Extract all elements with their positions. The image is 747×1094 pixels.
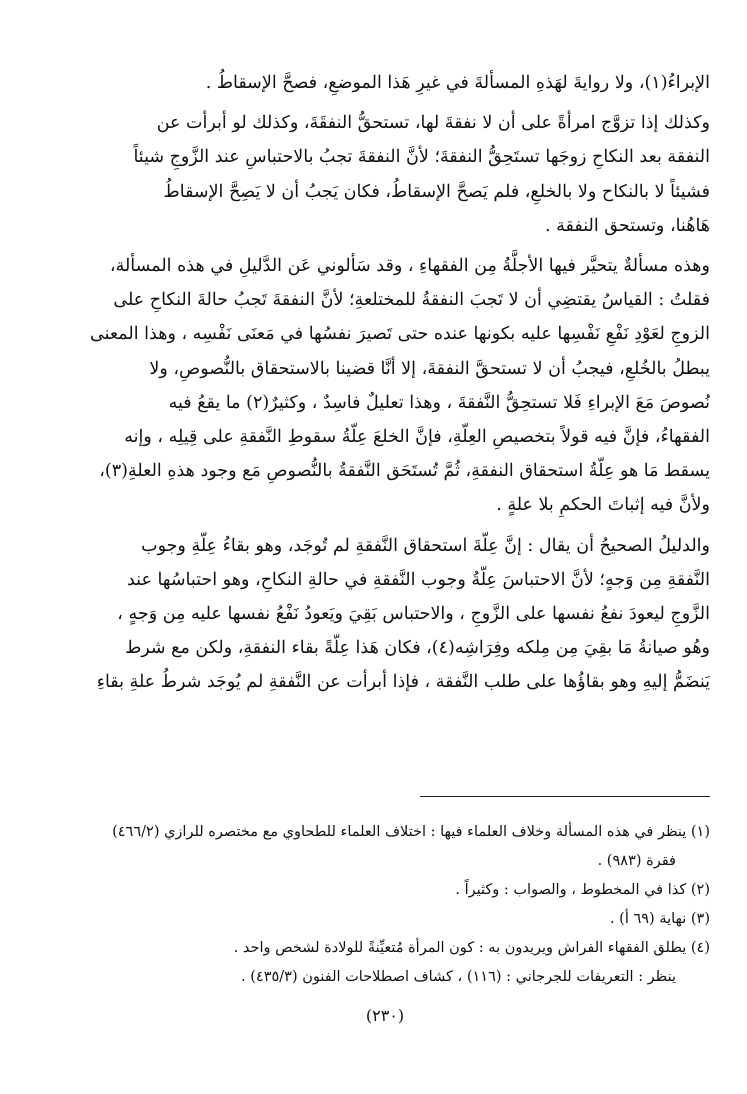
text-line: وهُو صيانةُ مَا بقِيَ مِن مِلكه وفِرَاشِه(٤)، فكان هَذا عِلّةً بقاء النفقةِ، ولكن مع شرط — [125, 638, 710, 659]
footnote-1: (١) ينظر في هذه المسألة وخلاف العلماء فيها : اختلاف العلماء للطحاوي مع مختصره للرازي (٤٦٦/٢) — [112, 824, 710, 840]
footnotes — [60, 818, 710, 992]
text-line: الفقهاءُ، فإنَّ فيه قولاً بتخصيصِ العِلّةِ، فإنَّ الخلعَ عِلّةُ سقوطِ النَّفقةِ على قِيلِه ، وإنه — [124, 427, 710, 448]
text-line: النفقة بعد النكاحِ زوجَها تستَحِقُّ النفقةَ؛ لأنَّ النفقةَ تجبُ بالاحتباسِ عند الزَّوجِ شيئاً — [133, 147, 710, 168]
footnote-3: (٣) نهاية (٦٩ أ) . — [609, 911, 710, 927]
text-line: الإبراءُ(١)، ولا روايةَ لهَذهِ المسألةَ في غيرِ هَذا الموضعِ، فصحَّ الإسقاطُ . — [205, 73, 710, 93]
text-line: الزوجِ لعَوْدِ نَفْعِ نَفْسِها عليه بكونها عنده حتى تَصيرَ نفسُها في مَعنَى نَفْسِه ، وهذا المعنى — [90, 324, 710, 345]
footnote-1-continuation: فقرة (٩٨٣) . — [597, 853, 676, 869]
text-line: والدليلُ الصحيحُ أن يقال : إنَّ عِلّةَ استحقاق النَّفقةِ لم تُوجَد، وهو بقاءُ عِلّةِ وجوب — [141, 535, 710, 556]
text-line: الزَّوجِ ليعودَ نفعُ نفسها على الزَّوجِ ، والاحتباس بَقِيَ ويَعودُ نَفْعُ نفسها عليه مِن وَجهٍ ، — [117, 604, 710, 625]
text-line: وهذه مسألةٌ يتحيَّر فيها الأجلَّةُ مِن الفقهاءِ ، وقد سَألوني عَن الدَّليلِ في هذه المسألة، — [109, 256, 710, 277]
footnote-2: (٢) كذا في المخطوط ، والصواب : وكثيراً . — [455, 882, 710, 898]
document-page — [60, 66, 710, 1066]
text-line: نُصوصَ مَعَ الإبراءِ فَلا تستحِقُّ النَّفقةَ ، وهذا تعليلٌ فاسِدٌ ، وكثيرٌ(٢) ما يقعُ فيه — [168, 392, 710, 413]
footnote-divider — [420, 796, 710, 797]
footnote-4: (٤) يطلق الفقهاء الفراش ويريدون به : كون المرأة مُتعيِّنةً للولادة لشخص واحد . — [233, 940, 710, 956]
text-line: النَّفقةِ مِن وَجهٍ؛ لأنَّ الاحتباسَ عِلّةُ وجوب النَّفقةِ في حالةِ النكاحِ، وهو احتباسُها عند — [127, 569, 710, 590]
footnote-4-continuation: ينظر : التعريفات للجرجاني : (١١٦) ، كشاف اصطلاحات الفنون (٤٣٥/٣) . — [241, 969, 676, 985]
text-line: وكذلك إذا تزوَّج امرأةً على أن لا نفقةَ لها، تستحقُّ النفقَةَ، وكذلك لو أبرأت عن — [156, 113, 710, 134]
text-line: يسقط مَا هو عِلّةُ استحقاق النفقةِ، ثُمَّ تُستَحَق النَّفقةُ بالنُّصوصِ مَع وجود هذهِ العلةِ(٣)، — [99, 461, 710, 482]
text-line: يبطلُ بالخُلعِ، فيجبُ أن لا تستحقَّ النفقةَ، إلا أنَّا قضينا بالاستحقاق بالنُّصوصِ، ولا — [149, 358, 710, 379]
text-line: فقلتُ : القياسُ يقتضِي أن لا تَجبَ النفقةُ للمختلعةِ؛ لأنَّ النفقةَ تَجبُ حالةَ النكاحِ على — [113, 290, 710, 311]
text-line: هَاهُنا، وتستحق النفقة . — [545, 215, 710, 236]
main-text — [60, 66, 710, 700]
page-number: (٢٣٠) — [365, 1006, 405, 1025]
text-line: فشيئاً لا بالنكاح ولا بالخلعِ، فلم يَصحَّ الإسقاطُ، فكان يَجبُ أن لا يَصِحَّ الإسقاطُ — [163, 181, 710, 202]
text-line: يَنضَمُّ إليهِ وهو بقاؤُها على طلب النَّفقة ، فإذا أبرأت عن النَّفقةِ لم يُوجَد شرطُ علةِ بقاءِ — [96, 672, 710, 693]
text-line: ولأنَّ فيه إثباتَ الحكمِ بلا علةٍ . — [496, 495, 710, 516]
